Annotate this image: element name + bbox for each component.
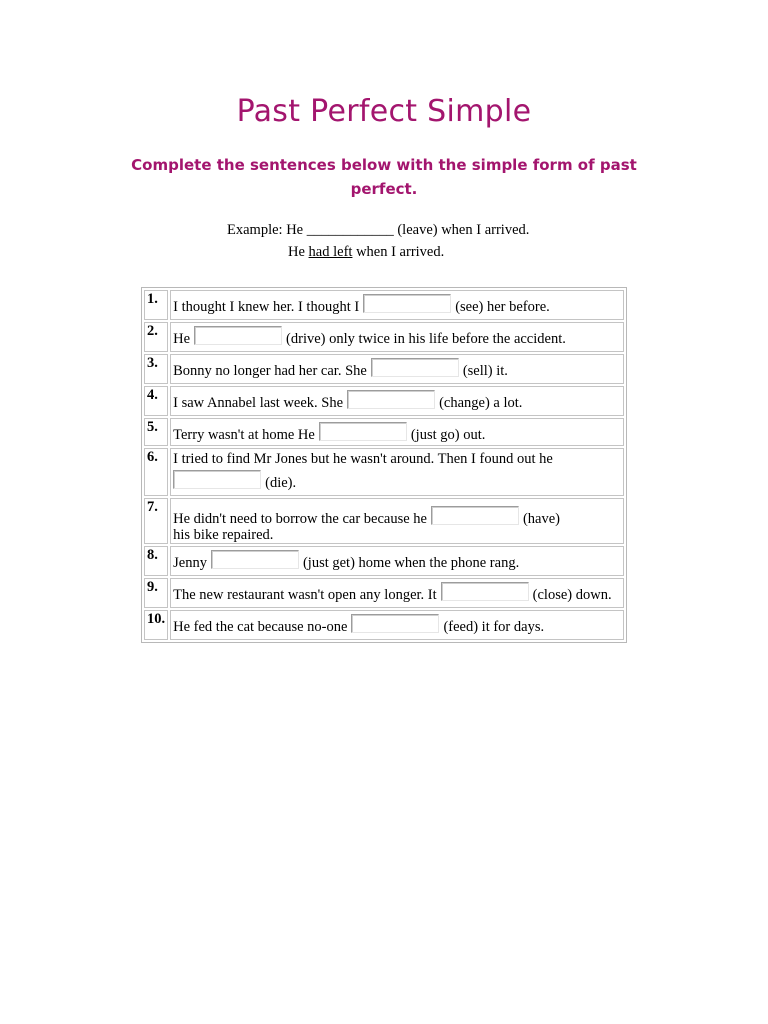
example-pre: He — [288, 244, 305, 260]
exercise-number: 4. — [144, 386, 168, 416]
sentence-text: (sell) it. — [462, 363, 508, 379]
sentence-text: I tried to find Mr Jones but he wasn't around. Then I found out he — [173, 451, 553, 467]
exercise-row — [144, 610, 624, 640]
exercise-number: 3. — [144, 354, 168, 384]
answer-input-4[interactable] — [347, 390, 435, 409]
exercise-row — [144, 578, 624, 608]
exercise-sentence — [170, 578, 624, 608]
exercise-number: 10. — [144, 610, 168, 640]
answer-input-6[interactable] — [173, 470, 261, 489]
exercise-sentence — [170, 418, 624, 446]
exercise-row — [144, 290, 624, 320]
exercise-sentence — [170, 546, 624, 576]
sentence-text: (have) — [522, 511, 560, 527]
sentence-text: (just go) out. — [410, 427, 486, 443]
exercise-row — [144, 418, 624, 446]
sentence-text: He fed the cat because no-one — [173, 619, 348, 635]
exercise-number: 8. — [144, 546, 168, 576]
answer-input-10[interactable] — [351, 614, 439, 633]
sentence-text: Jenny — [173, 555, 207, 571]
answer-input-5[interactable] — [319, 422, 407, 441]
exercise-number: 1. — [144, 290, 168, 320]
example-answer: had left — [308, 244, 353, 260]
exercise-sentence — [170, 322, 624, 352]
exercise-sentence — [170, 448, 624, 496]
sentence-text: (die). — [265, 475, 297, 491]
sentence-text: Bonny no longer had her car. She — [173, 363, 367, 379]
sentence-text: He — [173, 331, 191, 347]
exercise-table — [141, 287, 627, 643]
page-title: Past Perfect Simple — [236, 94, 532, 129]
exercise-number: 7. — [144, 498, 168, 544]
sentence-text: Terry wasn't at home He — [173, 427, 315, 443]
exercise-number: 9. — [144, 578, 168, 608]
exercise-sentence — [170, 354, 624, 384]
answer-input-8[interactable] — [211, 550, 299, 569]
sentence-text: He didn't need to borrow the car because he — [173, 511, 427, 527]
exercise-row — [144, 546, 624, 576]
answer-input-7[interactable] — [431, 506, 519, 525]
example-answer-sentence — [288, 244, 444, 261]
answer-input-9[interactable] — [441, 582, 529, 601]
exercise-row — [144, 498, 624, 544]
answer-input-2[interactable] — [194, 326, 282, 345]
sentence-text: his bike repaired. — [173, 527, 274, 543]
exercise-sentence — [170, 386, 624, 416]
sentence-text: I thought I knew her. I thought I — [173, 299, 360, 315]
example-sentence: Example: He ____________ (leave) when I arrived. — [227, 222, 530, 238]
sentence-text: The new restaurant wasn't open any longer. It — [173, 587, 437, 603]
answer-input-1[interactable] — [363, 294, 451, 313]
exercise-sentence — [170, 290, 624, 320]
answer-input-3[interactable] — [371, 358, 459, 377]
sentence-text: (see) her before. — [455, 299, 550, 315]
exercise-number: 2. — [144, 322, 168, 352]
sentence-text: (feed) it for days. — [443, 619, 545, 635]
sentence-text: (change) a lot. — [439, 395, 523, 411]
exercise-row — [144, 322, 624, 352]
instructions: Complete the sentences below with the simple form of past perfect. — [131, 156, 637, 198]
sentence-text: (close) down. — [532, 587, 612, 603]
example-post: when I arrived. — [356, 244, 445, 260]
exercise-number: 5. — [144, 418, 168, 446]
exercise-row — [144, 448, 624, 496]
exercise-row — [144, 386, 624, 416]
sentence-text: (drive) only twice in his life before the accident. — [286, 331, 566, 347]
sentence-text: I saw Annabel last week. She — [173, 395, 344, 411]
sentence-text: (just get) home when the phone rang. — [302, 555, 520, 571]
exercise-sentence — [170, 498, 624, 544]
exercise-sentence — [170, 610, 624, 640]
exercise-row — [144, 354, 624, 384]
exercise-number: 6. — [144, 448, 168, 496]
